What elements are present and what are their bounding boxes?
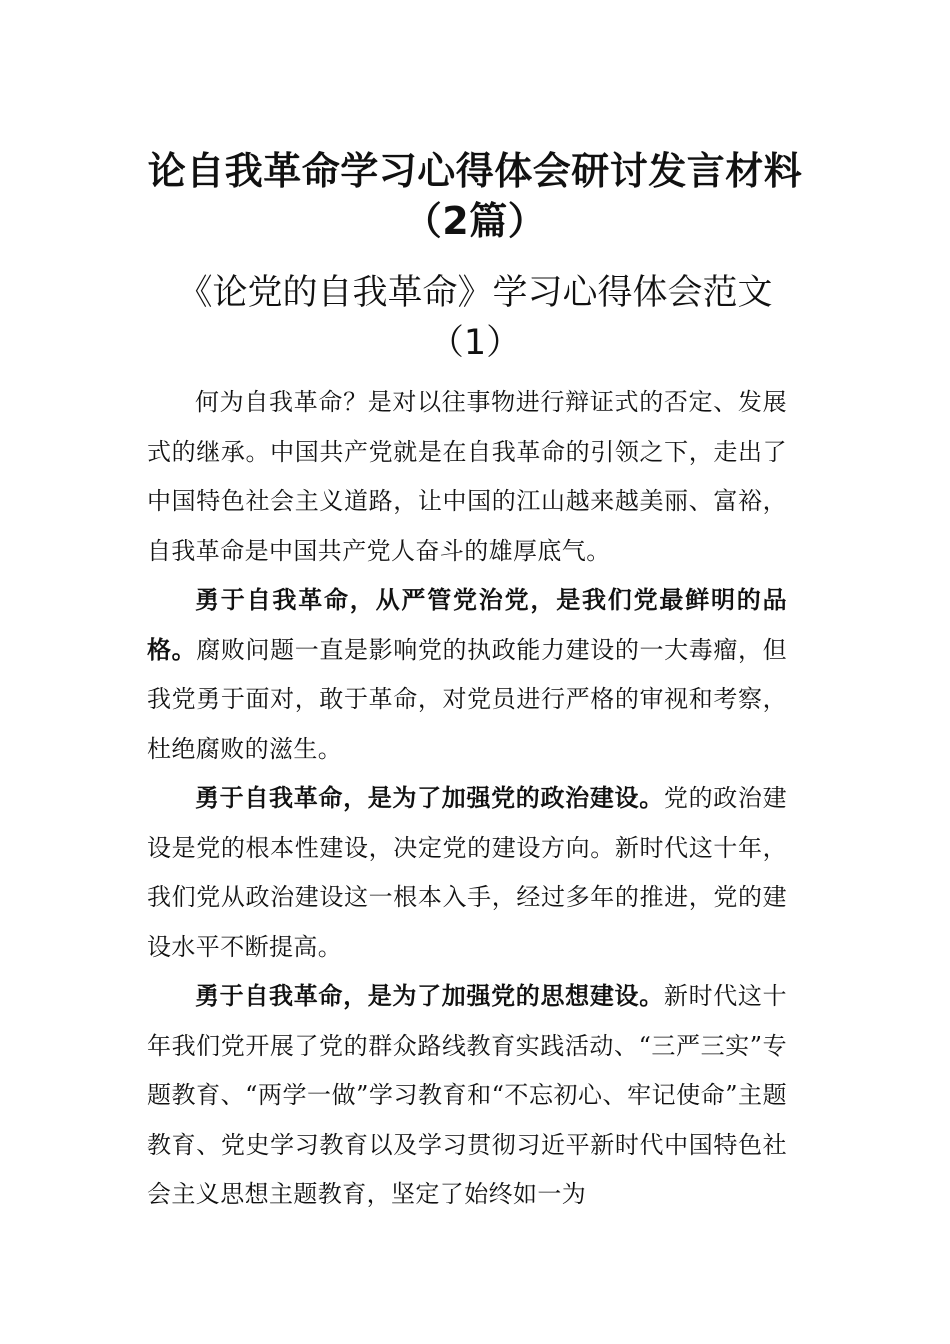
paragraph-4	[147, 972, 787, 1220]
section-subtitle-line-1: 《论党的自我革命》学习心得体会范文	[177, 273, 773, 313]
section-subtitle-line-2: （1）	[428, 323, 522, 363]
paragraph-1-text: 何为自我革命？是对以往事物进行辩证式的否定、发展式的继承。中国共产党就是在自我革命的引领之下，走出了中国特色社会主义道路，让中国的江山越来越美丽、富裕，自我革命是中国共产党人奋斗的雄厚底气。	[147, 388, 787, 565]
document-title-line-1: 论自我革命学习心得体会研讨发言材料	[147, 149, 803, 193]
paragraph-2	[147, 576, 787, 774]
paragraph-4-text: 新时代这十年我们党开展了党的群众路线教育实践活动、“三严三实”专题教育、“两学一做”学习教育和“不忘初心、牢记使命”主题教育、党史学习教育以及学习贯彻习近平新时代中国特色社会主义思想主题教育，坚定了始终如一为	[147, 982, 788, 1208]
paragraph-4-lead: 勇于自我革命，是为了加强党的思想建设。	[195, 982, 664, 1010]
paragraph-2-text: 腐败问题一直是影响党的执政能力建设的一大毒瘤，但我党勇于面对，敢于革命，对党员进行严格的审视和考察，杜绝腐败的滋生。	[147, 635, 787, 763]
body-text	[147, 378, 787, 1220]
paragraph-3-lead: 勇于自我革命，是为了加强党的政治建设。	[195, 784, 664, 812]
paragraph-3-text: 党的政治建设是党的根本性建设，决定党的建设方向。新时代这十年，我们党从政治建设这一根本入手，经过多年的推进，党的建设水平不断提高。	[147, 784, 788, 961]
document-title-line-2: （2篇）	[403, 199, 547, 243]
paragraph-1	[147, 378, 787, 576]
paragraph-3	[147, 774, 787, 972]
paragraph-2-lead: 勇于自我革命，从严管党治党，是我们党最鲜明的品格。	[147, 586, 787, 664]
